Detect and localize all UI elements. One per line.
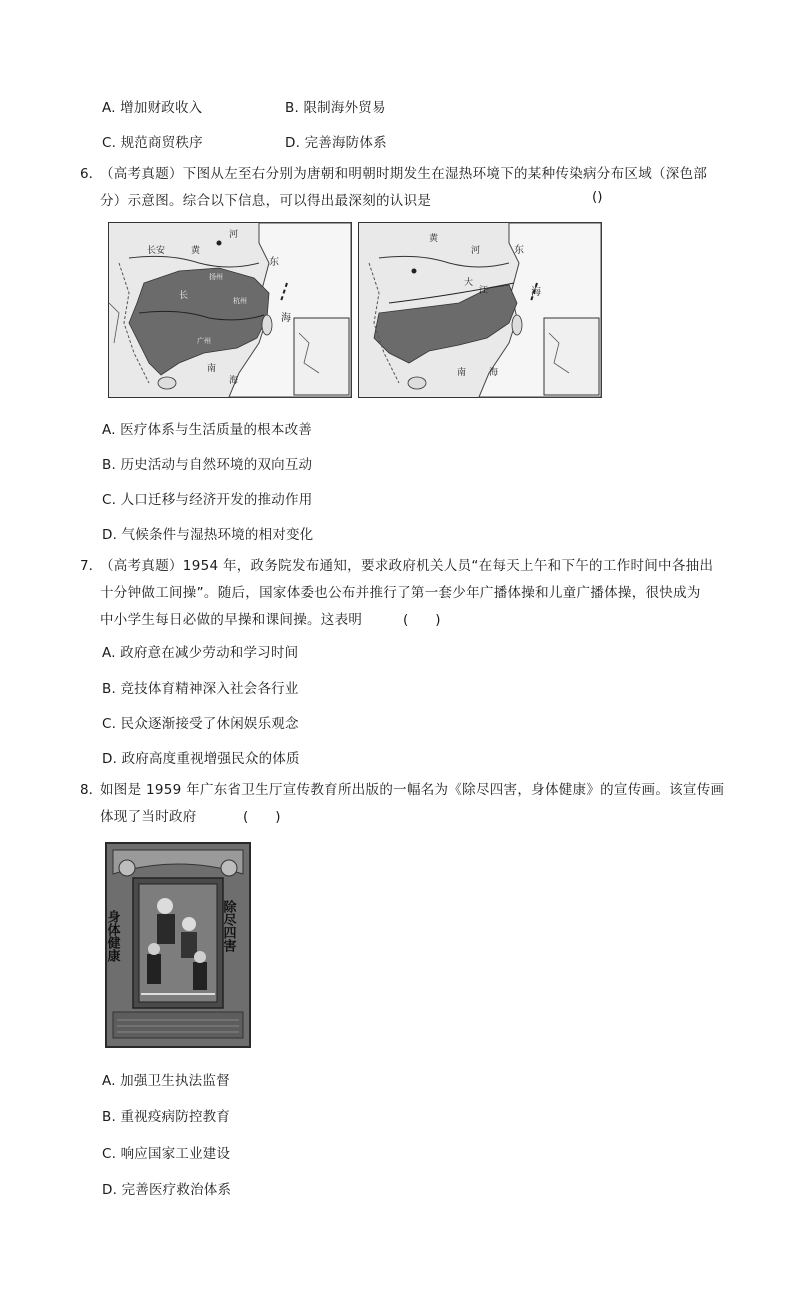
q7-option-c: C. 民众逐渐接受了休闲娱乐观念 (102, 716, 299, 732)
q8-option-b: B. 重视疫病防控教育 (102, 1109, 231, 1125)
map-ming-label-hai2: 海 (489, 368, 499, 378)
map-ming-figure (359, 223, 601, 397)
q6-option-d: D. 气候条件与湿热环境的相对变化 (102, 527, 314, 543)
q7-answer-paren: ( ) (403, 612, 441, 628)
q8-stem-line2: 体现了当时政府 (100, 809, 197, 825)
map-tang-figure (109, 223, 351, 397)
map-tang-label-huang: 黄 (191, 246, 201, 256)
map-ming-label-nan: 南 (457, 368, 467, 378)
q6-answer-paren: () (592, 189, 603, 205)
q5-option-d: D. 完善海防体系 (285, 135, 387, 151)
q8-option-c: C. 响应国家工业建设 (102, 1146, 231, 1162)
map-ming-label-hai: 海 (531, 287, 541, 298)
map-ming (358, 222, 602, 398)
q6-option-c: C. 人口迁移与经济开发的推动作用 (102, 492, 313, 508)
map-tang (108, 222, 352, 398)
map-ming-label-jiang: 江 (479, 286, 489, 296)
q7-number: 7． (80, 558, 103, 574)
map-tang-label-changan: 长安 (147, 246, 166, 256)
q7-stem-line2: 十分钟做工间操”。随后，国家体委也公布并推行了第一套少年广播体操和儿童广播体操，很快成为 (100, 585, 701, 601)
q6-stem-line2: 分）示意图。综合以下信息，可以得出最深刻的认识是 (100, 193, 432, 209)
map-tang-label-hai2: 海 (229, 376, 239, 386)
map-ming-label-he: 河 (471, 246, 481, 256)
q8-stem-line1: 如图是 1959 年广东省卫生厅宣传教育所出版的一幅名为《除尽四害，身体健康》的宣传画。该宣传画 (100, 782, 725, 798)
q6-option-a: A. 医疗体系与生活质量的根本改善 (102, 422, 312, 438)
map-tang-label-chang: 长 (179, 291, 189, 301)
map-tang-label-nan: 南 (207, 364, 217, 374)
map-tang-label-yangzhou: 扬州 (209, 273, 223, 281)
q7-option-a: A. 政府意在减少劳动和学习时间 (102, 645, 299, 661)
q8-option-a: A. 加强卫生执法监督 (102, 1073, 230, 1089)
q6-option-b: B. 历史活动与自然环境的双向互动 (102, 457, 313, 473)
map-ming-label-dong: 东 (514, 245, 524, 256)
map-tang-label-hai: 海 (281, 313, 291, 324)
q7-stem-line1: （高考真题）1954 年，政务院发布通知，要求政府机关人员“在每天上午和下午的工作时间中各抽出 (100, 558, 714, 574)
q8-answer-paren: ( ) (243, 809, 281, 825)
map-tang-label-dong: 东 (269, 257, 279, 268)
poster-figure (104, 844, 249, 1046)
map-tang-label-he: 河 (229, 230, 239, 240)
poster-image (105, 842, 251, 1048)
poster-text-right: 除尽四害 (220, 900, 236, 952)
poster-text-left: 身体健康 (104, 910, 120, 962)
q5-option-c: C. 规范商贸秩序 (102, 135, 203, 151)
map-tang-label-hangzhou: 杭州 (233, 297, 247, 305)
map-ming-label-huang: 黄 (429, 234, 439, 244)
map-tang-label-guangzhou: 广州 (197, 337, 211, 345)
q7-stem-line3: 中小学生每日必做的早操和课间操。这表明 (100, 612, 363, 628)
q5-option-a: A. 增加财政收入 (102, 100, 203, 116)
q8-option-d: D. 完善医疗救治体系 (102, 1182, 232, 1198)
q7-option-b: B. 竞技体育精神深入社会各行业 (102, 681, 299, 697)
q6-number: 6． (80, 166, 103, 182)
q5-option-b: B. 限制海外贸易 (285, 100, 386, 116)
q7-option-d: D. 政府高度重视增强民众的体质 (102, 751, 300, 767)
map-ming-label-da: 大 (464, 278, 474, 288)
q8-number: 8． (80, 782, 103, 798)
q6-stem-line1: （高考真题）下图从左至右分别为唐朝和明朝时期发生在湿热环境下的某种传染病分布区域（深色部 (100, 166, 708, 182)
